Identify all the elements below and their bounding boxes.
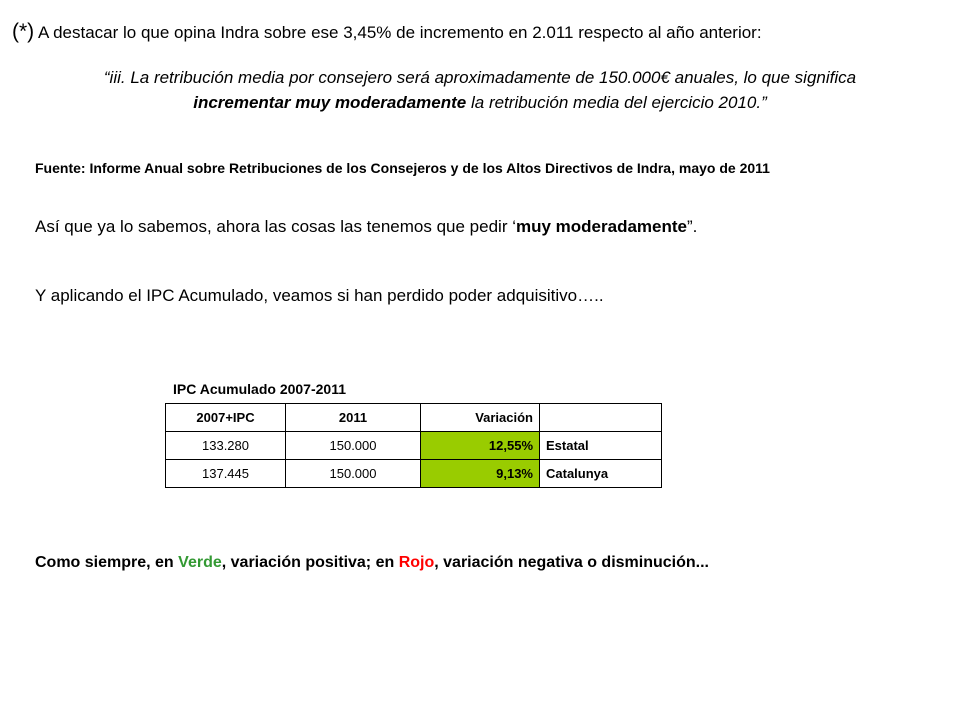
cell-variation: 12,55% <box>421 432 540 460</box>
cell-variation: 9,13% <box>421 460 540 488</box>
cell-2011: 150.000 <box>286 460 421 488</box>
header-variation: Variación <box>421 404 540 432</box>
cell-base: 137.445 <box>166 460 286 488</box>
commentary-line-1 <box>35 217 697 237</box>
quote-line-2 <box>0 93 960 113</box>
table-row <box>166 432 662 460</box>
commentary-emphasis: muy moderadamente <box>516 217 687 236</box>
quote-line-1: “iii. La retribución media por consejero será aproximadamente de 150.000€ anuales, lo que significa <box>103 68 857 87</box>
color-legend <box>35 554 709 572</box>
note-text: A destacar lo que opina Indra sobre ese 3,45% de incremento en 2.011 respecto al año anterior: <box>34 23 762 42</box>
commentary-line-1-post: ”. <box>687 217 698 236</box>
cell-region: Catalunya <box>540 460 662 488</box>
note-line <box>12 20 762 44</box>
legend-part-2: , variación positiva; en <box>221 554 399 571</box>
note-mark: (*) <box>12 20 35 43</box>
ipc-table <box>165 403 662 488</box>
legend-part-1: Como siempre, en <box>35 554 179 571</box>
header-region <box>540 404 662 432</box>
cell-base: 133.280 <box>166 432 286 460</box>
header-2011: 2011 <box>286 404 421 432</box>
commentary-line-2: Y aplicando el IPC Acumulado, veamos si han perdido poder adquisitivo….. <box>35 286 604 305</box>
cell-region: Estatal <box>540 432 662 460</box>
legend-part-3: , variación negativa o disminución... <box>434 554 709 571</box>
cell-2011: 150.000 <box>286 432 421 460</box>
source-citation: Fuente: Informe Anual sobre Retribuciones de los Consejeros y de los Altos Directivos de Indra, mayo de 2011 <box>35 160 770 176</box>
legend-red-word: Rojo <box>398 554 435 571</box>
legend-green-word: Verde <box>178 554 222 571</box>
quote-emphasis: incrementar muy moderadamente <box>193 93 467 112</box>
quote-line-2-rest: la retribución media del ejercicio 2010.” <box>466 93 767 112</box>
commentary-line-1-pre: Así que ya lo sabemos, ahora las cosas las tenemos que pedir ‘ <box>35 217 516 236</box>
header-base: 2007+IPC <box>166 404 286 432</box>
table-header-row <box>166 404 662 432</box>
table-title: IPC Acumulado 2007-2011 <box>173 381 347 397</box>
table-row <box>166 460 662 488</box>
